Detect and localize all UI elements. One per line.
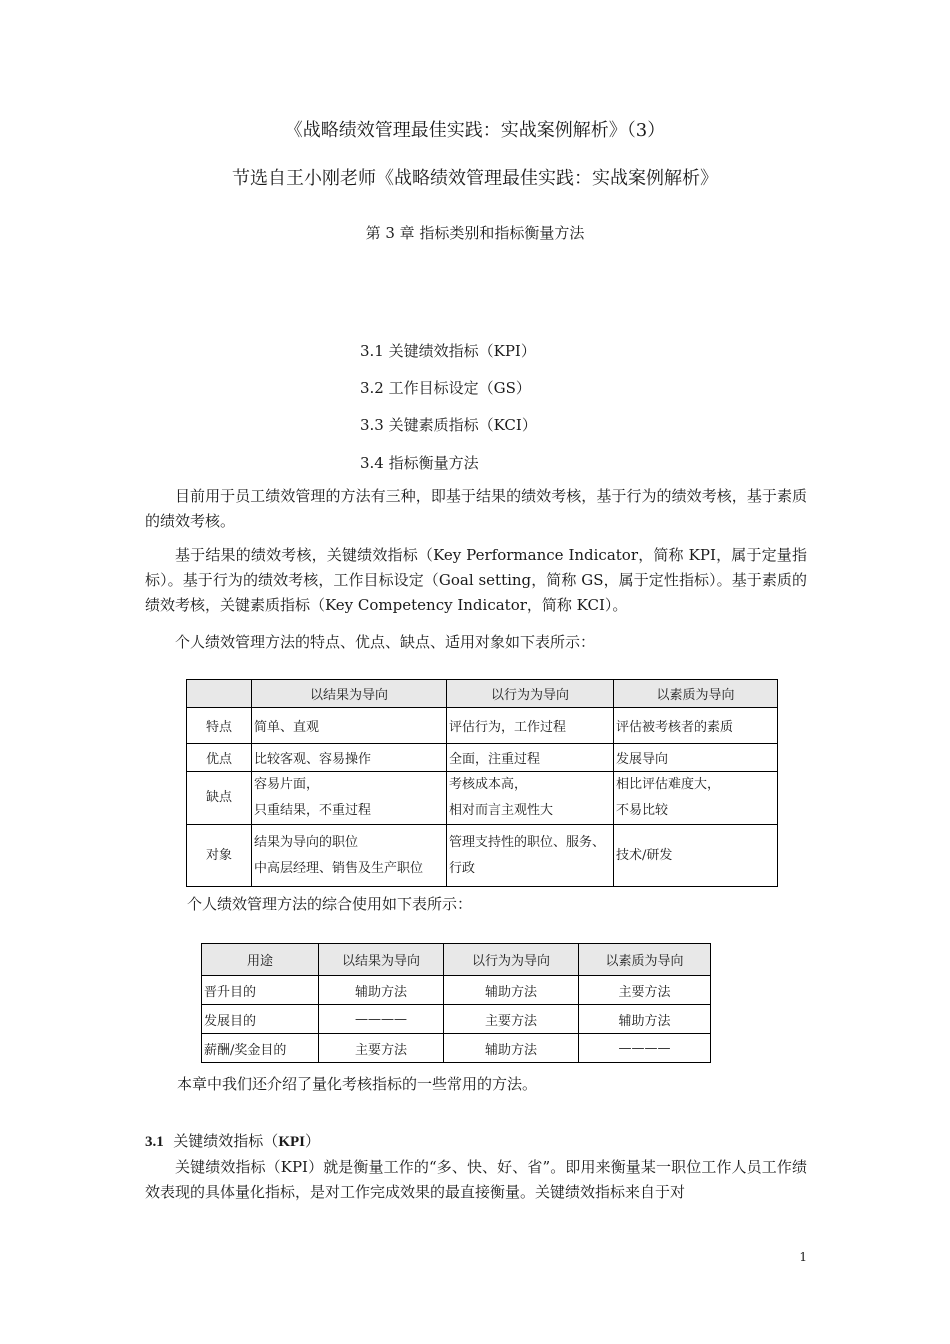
table-header-cell: 以行为为导向: [447, 680, 614, 708]
cell-line: 管理支持性的职位、服务、: [449, 834, 606, 850]
table-cell: 主要方法: [444, 1005, 579, 1034]
table-header-cell: 以行为为导向: [444, 944, 579, 976]
table-row: [202, 976, 711, 1005]
cell-line: 技术/研发: [616, 847, 673, 863]
document-subtitle: 节选自王小刚老师《战略绩效管理最佳实践：实战案例解析》: [232, 168, 718, 189]
toc-item: 3.1 关键绩效指标（KPI）: [360, 342, 536, 360]
methods-usage-table: [201, 943, 711, 1063]
table-cell: ————: [579, 1034, 711, 1063]
chapter-heading: 第 3 章 指标类别和指标衡量方法: [365, 224, 585, 242]
table-row: [187, 744, 778, 772]
document-title: 《战略绩效管理最佳实践：实战案例解析》（3）: [284, 120, 666, 141]
table-header-cell: 以结果为导向: [319, 944, 444, 976]
section-title-abbrev: KPI: [278, 1134, 305, 1150]
table-cell: [252, 772, 447, 825]
row-label: 晋升目的: [202, 976, 319, 1005]
table-cell: 简单、直观: [252, 708, 447, 744]
table-cell: 评估行为，工作过程: [447, 708, 614, 744]
table-cell: [252, 825, 447, 887]
table-header-cell: 用途: [202, 944, 319, 976]
section-title-close: ）: [304, 1132, 320, 1150]
table-cell: 比较客观、容易操作: [252, 744, 447, 772]
table-header-cell: 以素质为导向: [614, 680, 778, 708]
table1-intro: 个人绩效管理方法的特点、优点、缺点、适用对象如下表所示：: [175, 633, 596, 651]
cell-line: 考核成本高，: [449, 777, 528, 792]
table-row: [202, 1005, 711, 1034]
cell-line: 相比评估难度大，: [616, 777, 721, 792]
row-label: 缺点: [187, 772, 252, 825]
toc-item: 3.3 关键素质指标（KCI）: [360, 416, 537, 434]
table-cell: 主要方法: [579, 976, 711, 1005]
row-label: 特点: [187, 708, 252, 744]
toc-item: 3.2 工作目标设定（GS）: [360, 379, 531, 397]
table-header-cell: [187, 680, 252, 708]
table2-intro: 个人绩效管理方法的综合使用如下表所示：: [187, 895, 473, 913]
table-cell: 发展导向: [614, 744, 778, 772]
table-cell: 评估被考核者的素质: [614, 708, 778, 744]
section-title: 关键绩效指标（: [173, 1132, 279, 1150]
table-cell: 辅助方法: [579, 1005, 711, 1034]
page-number: 1: [799, 1250, 807, 1264]
table-row: [187, 825, 778, 887]
table-cell: 辅助方法: [319, 976, 444, 1005]
row-label: 优点: [187, 744, 252, 772]
table-cell: [447, 825, 614, 887]
row-label: 对象: [187, 825, 252, 887]
cell-line: 相对而言主观性大: [449, 803, 554, 818]
table-row: [187, 772, 778, 825]
table-cell: 主要方法: [319, 1034, 444, 1063]
table-cell: 辅助方法: [444, 976, 579, 1005]
table-header-cell: 以素质为导向: [579, 944, 711, 976]
table-header-cell: 以结果为导向: [252, 680, 447, 708]
cell-line: 结果为导向的职位: [254, 834, 359, 850]
section-paragraph: 关键绩效指标（KPI）就是衡量工作的“多、快、好、省”。即用来衡量某一职位工作人员工作绩效表现的具体量化指标，是对工作完成效果的最直接衡量。关键绩效指标来自于对: [145, 1158, 807, 1201]
row-label: 发展目的: [202, 1005, 319, 1034]
section-heading: [145, 1130, 320, 1151]
table-cell: [614, 772, 778, 825]
table-row: [187, 708, 778, 744]
closing-sentence: 本章中我们还介绍了量化考核指标的一些常用的方法。: [177, 1075, 538, 1093]
cell-line: 容易片面，: [254, 777, 320, 792]
table-cell: 全面，注重过程: [447, 744, 614, 772]
cell-line: 行政: [449, 860, 476, 876]
cell-line: 不易比较: [616, 803, 669, 818]
table-cell: ————: [319, 1005, 444, 1034]
methods-paragraph: 基于结果的绩效考核，关键绩效指标（Key Performance Indicator，简称 KPI，属于定量指标）。基于行为的绩效考核，工作目标设定（Goal setting，简称 GS，属于定性指标）。基于素质的绩效考核，关键素质指标（Key Competency Indicator，简称 KCI）。: [145, 546, 807, 614]
table-row: [202, 1034, 711, 1063]
toc-item: 3.4 指标衡量方法: [360, 454, 479, 472]
row-label: 薪酬/奖金目的: [202, 1034, 319, 1063]
table-cell: [614, 825, 778, 887]
methods-comparison-table: [186, 679, 778, 887]
intro-paragraph: 目前用于员工绩效管理的方法有三种，即基于结果的绩效考核，基于行为的绩效考核，基于素质的绩效考核。: [145, 487, 807, 530]
section-number: 3.1: [145, 1134, 164, 1150]
table-cell: 辅助方法: [444, 1034, 579, 1063]
cell-line: 只重结果，不重过程: [254, 803, 372, 818]
table-cell: [447, 772, 614, 825]
cell-line: 中高层经理、销售及生产职位: [254, 860, 424, 876]
